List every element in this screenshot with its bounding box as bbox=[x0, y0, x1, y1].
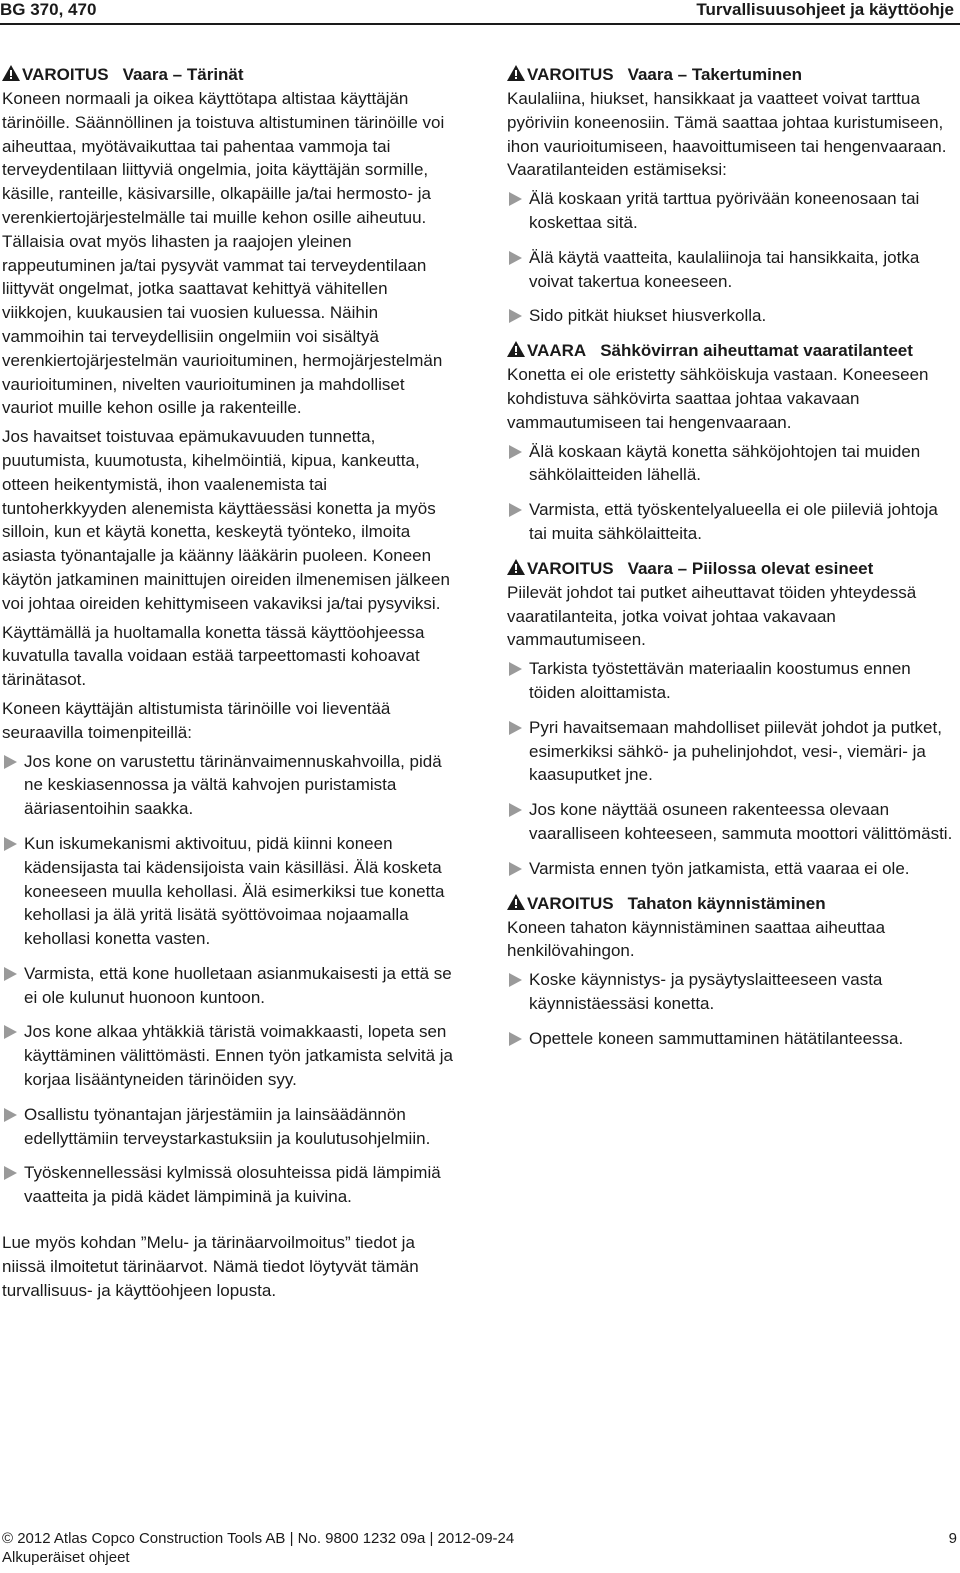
bullet-arrow-icon bbox=[509, 662, 522, 676]
list-item-text: Jos kone on varustettu tärinänvaimennuskahvoilla, pidä ne keskiasennossa ja vältä kahvojen puristamista ääriasentoihin saakka. bbox=[24, 751, 442, 819]
warning-triangle-icon bbox=[507, 341, 527, 357]
warning-heading bbox=[507, 892, 957, 916]
list-item bbox=[507, 857, 957, 881]
bullet-arrow-icon bbox=[509, 862, 522, 876]
bullet-arrow-icon bbox=[4, 1166, 17, 1180]
bullet-arrow-icon bbox=[4, 837, 17, 851]
copyright-line: © 2012 Atlas Copco Construction Tools AB | No. 9800 1232 09a | 2012-09-24 bbox=[2, 1530, 515, 1547]
paragraph: Koneen normaali ja oikea käyttötapa altistaa käyttäjän tärinöille. Säännöllinen ja toistuva altistuminen tärinöille voi aiheuttaa, myötävaikuttaa tai pahentaa vammoja tai terveydentilaan liittyviä ongelmia, joita käyttäjän sormille, käsille, ranteille, käsivarsille, olkapäille ja/tai hermosto- ja verenkiertojärjestelmälle tai muille kehon osille aiheutuu. Tällaisia ovat myös lihasten ja raajojen yleinen rappeutuminen ja/tai pysyvät vammat tai terveydentilaan liittyvät ongelmat, jotka saattavat kehittyä vähitellen viikkojen, kuukausien tai vuosien kuluessa. Näihin vammoihin tai terveydellisiin ongelmiin voi sisältyä verenkiertojärjestelmän vaurioituminen, hermojärjestelmän vaurioituminen, nivelten vaurioituminen ja mahdolliset vauriot muille kehon osille ja rakenteille. bbox=[2, 89, 445, 418]
warning-title: Vaara – Piilossa olevat esineet bbox=[627, 558, 874, 578]
danger-section bbox=[507, 339, 957, 546]
bullet-list bbox=[507, 657, 957, 880]
bullet-arrow-icon bbox=[509, 309, 522, 323]
header-rule bbox=[0, 23, 960, 25]
page-footer bbox=[2, 1529, 957, 1567]
list-item-text: Älä koskaan yritä tarttua pyörivään koneenosaan tai koskettaa sitä. bbox=[529, 189, 920, 232]
list-item bbox=[507, 187, 957, 235]
list-item bbox=[507, 246, 957, 294]
warning-signal-word: VAROITUS bbox=[22, 65, 109, 84]
bullet-arrow-icon bbox=[509, 192, 522, 206]
list-item-text: Jos kone näyttää osuneen rakenteessa olevaan vaaralliseen kohteeseen, sammuta moottori välittömästi. bbox=[529, 800, 953, 843]
warning-signal-word: VAROITUS bbox=[527, 893, 614, 913]
bullet-arrow-icon bbox=[509, 721, 522, 735]
warning-title: Vaara – Takertuminen bbox=[627, 65, 803, 84]
bullet-arrow-icon bbox=[4, 967, 17, 981]
list-item bbox=[2, 962, 454, 1010]
list-item bbox=[2, 750, 454, 821]
paragraph: Konetta ei ole eristetty sähköiskuja vastaan. Koneeseen kohdistuva sähkövirta saattaa johtaa vakavaan vammautumiseen tai hengenvaaraan. bbox=[507, 365, 929, 432]
bullet-arrow-icon bbox=[509, 1032, 522, 1046]
list-item-text: Varmista ennen työn jatkamista, että vaaraa ei ole. bbox=[529, 858, 910, 878]
product-code: BG 370, 470 bbox=[0, 0, 97, 19]
list-item bbox=[507, 498, 957, 546]
warning-triangle-icon bbox=[507, 894, 527, 910]
warning-heading bbox=[507, 63, 957, 87]
list-item-text: Varmista, että työskentelyalueella ei ole piileviä johtoja tai muita sähkölaitteita. bbox=[529, 500, 938, 543]
warning-triangle-icon bbox=[507, 65, 527, 81]
warning-signal-word: VAROITUS bbox=[527, 558, 614, 578]
list-item-text: Pyri havaitsemaan mahdolliset piilevät johdot ja putket, esimerkiksi sähkö- ja puhelinjohdot, vesi-, viemäri- ja kaasuputket jne. bbox=[529, 717, 942, 785]
list-item bbox=[507, 304, 957, 328]
list-item-text: Kun iskumekanismi aktivoituu, pidä kiinni koneen kädensijasta tai kädensijoista vain käsilläsi. Älä kosketa koneeseen muulla kehollasi. Älä esimerkiksi tue konetta kehollasi ja älä yritä lisätä syöttövoimaa nojaamalla kehollasi konetta vasten. bbox=[24, 833, 445, 949]
bullet-arrow-icon bbox=[509, 251, 522, 265]
list-item bbox=[507, 798, 957, 846]
list-item bbox=[507, 440, 957, 488]
warning-signal-word: VAARA bbox=[527, 341, 587, 361]
section-title: Turvallisuusohjeet ja käyttöohje bbox=[696, 0, 954, 19]
bullet-list bbox=[507, 187, 957, 328]
warning-section bbox=[507, 557, 957, 881]
bullet-arrow-icon bbox=[509, 503, 522, 517]
warning-title: Tahaton käynnistäminen bbox=[627, 893, 826, 913]
list-item-text: Sido pitkät hiukset hiusverkolla. bbox=[529, 306, 767, 326]
list-item bbox=[507, 657, 957, 705]
warning-title: Sähkövirran aiheuttamat vaaratilanteet bbox=[600, 341, 913, 361]
list-item bbox=[507, 716, 957, 787]
warning-section bbox=[507, 63, 957, 328]
list-item-text: Jos kone alkaa yhtäkkiä täristä voimakkaasti, lopeta sen käyttäminen välittömästi. Ennen työn jatkamista selvitä ja korjaa lisääntyneiden tärinöiden syy. bbox=[24, 1022, 453, 1090]
warning-heading bbox=[507, 557, 957, 581]
page-header bbox=[0, 0, 960, 22]
bullet-arrow-icon bbox=[4, 1108, 17, 1122]
original-instructions-label: Alkuperäiset ohjeet bbox=[2, 1549, 130, 1566]
list-item-text: Työskennellessäsi kylmissä olosuhteissa pidä lämpimiä vaatteita ja pidä kädet lämpiminä ja kuivina. bbox=[24, 1163, 441, 1207]
warning-section bbox=[507, 892, 957, 1051]
paragraph: Koneen tahaton käynnistäminen saattaa aiheuttaa henkilövahingon. bbox=[507, 917, 886, 961]
reference-note: Lue myös kohdan ”Melu- ja tärinäarvoilmoitus” tiedot ja niissä ilmoitetut tärinäarvot. Nämä tiedot löytyvät tämän turvallisuus- ja käyttöohjeen lopusta. bbox=[2, 1233, 419, 1300]
list-item bbox=[2, 832, 454, 951]
bullet-list bbox=[507, 440, 957, 546]
warning-title: Vaara – Tärinät bbox=[122, 65, 244, 84]
bullet-list bbox=[507, 968, 957, 1050]
warning-triangle-icon bbox=[2, 65, 22, 81]
list-item bbox=[2, 1161, 454, 1209]
list-item bbox=[2, 1103, 454, 1151]
list-item-text: Älä käytä vaatteita, kaulaliinoja tai hansikkaita, jotka voivat takertua koneeseen. bbox=[529, 247, 920, 291]
paragraph: Piilevät johdot tai putket aiheuttavat töiden yhteydessä vaaratilanteita, jotka voivat johtaa vakavaan vammautumiseen. bbox=[507, 582, 917, 650]
bullet-arrow-icon bbox=[509, 445, 522, 459]
list-item-text: Varmista, että kone huolletaan asianmukaisesti ja että se ei ole kulunut huonoon kuntoon. bbox=[24, 963, 452, 1007]
list-item-text: Opettele koneen sammuttaminen hätätilanteessa. bbox=[529, 1028, 904, 1048]
paragraph: Kaulaliina, hiukset, hansikkaat ja vaatteet voivat tarttua pyöriviin koneenosiin. Tämä saattaa johtaa kuristumiseen, ihon vaurioitumiseen, haavoittumiseen tai hengenvaaraan. Vaaratilanteiden estämiseksi: bbox=[507, 89, 947, 180]
list-item-text: Tarkista työstettävän materiaalin koostumus ennen töiden aloittamista. bbox=[529, 659, 911, 702]
paragraph: Koneen käyttäjän altistumista tärinöille voi lieventää seuraavilla toimenpiteillä: bbox=[2, 698, 391, 742]
bullet-arrow-icon bbox=[4, 1025, 17, 1039]
list-item bbox=[2, 1020, 454, 1091]
list-item-text: Älä koskaan käytä konetta sähköjohtojen tai muiden sähkölaitteiden lähellä. bbox=[529, 441, 921, 485]
list-item bbox=[507, 968, 957, 1016]
page-number: 9 bbox=[948, 1530, 957, 1547]
bullet-arrow-icon bbox=[4, 755, 17, 769]
right-column bbox=[507, 63, 957, 1062]
warning-triangle-icon bbox=[507, 559, 527, 575]
bullet-arrow-icon bbox=[509, 803, 522, 817]
paragraph: Jos havaitset toistuvaa epämukavuuden tunnetta, puutumista, kuumotusta, kihelmöintiä, kipua, kankeutta, otteen heikentymistä, ihon vaalenemista tai tuntoherkkyyden alenemista käyttäessäsi konetta ja myös silloin, kun et käytä konetta, keskeytä työnteko, ilmoita asiasta työnantajalle ja käänny lääkärin puoleen. Koneen käytön jatkaminen mainittujen oireiden ilmenemisen jälkeen voi johtaa oireiden kehittymiseen vakaviksi ja/tai pysyviksi. bbox=[2, 427, 450, 613]
bullet-list bbox=[2, 750, 454, 1210]
warning-heading bbox=[2, 63, 454, 87]
list-item bbox=[507, 1027, 957, 1051]
list-item-text: Koske käynnistys- ja pysäytyslaitteeseen vasta käynnistäessäsi konetta. bbox=[529, 970, 883, 1013]
list-item-text: Osallistu työnantajan järjestämiin ja lainsäädännön edellyttämiin terveystarkastuksiin ja koulutusohjelmiin. bbox=[24, 1104, 431, 1148]
bullet-arrow-icon bbox=[509, 973, 522, 987]
left-column bbox=[2, 63, 454, 1307]
paragraph: Käyttämällä ja huoltamalla konetta tässä käyttöohjeessa kuvatulla tavalla voidaan estää tarpeettomasti kohoavat tärinätasot. bbox=[2, 622, 425, 690]
warning-heading bbox=[507, 339, 957, 363]
warning-signal-word: VAROITUS bbox=[527, 65, 614, 84]
